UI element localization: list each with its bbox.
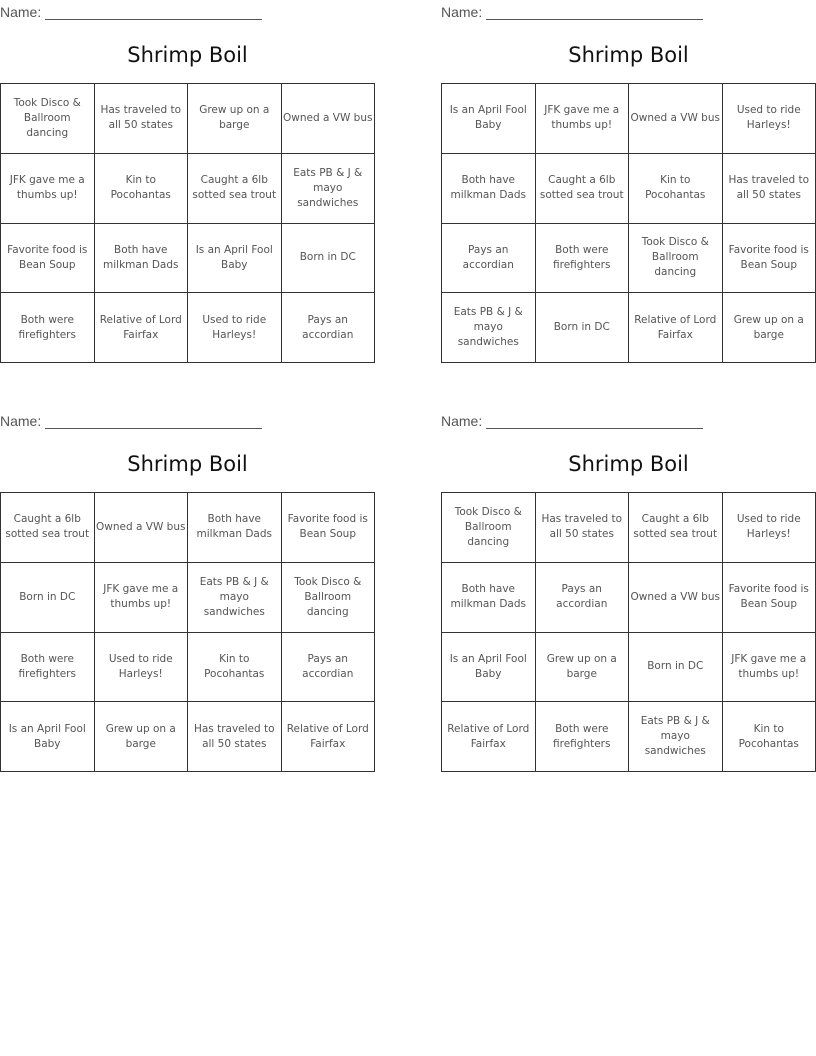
bingo-cell[interactable]: Owned a VW bus — [629, 563, 723, 633]
name-line — [441, 2, 703, 20]
bingo-cell[interactable]: Both were firefighters — [536, 224, 630, 294]
bingo-cell[interactable]: Born in DC — [1, 563, 95, 633]
bingo-cell[interactable]: Has traveled to all 50 states — [536, 493, 630, 563]
bingo-cell[interactable]: Is an April Fool Baby — [442, 633, 536, 703]
bingo-cell[interactable]: Favorite food is Bean Soup — [282, 493, 376, 563]
bingo-cell[interactable]: Pays an accordian — [536, 563, 630, 633]
bingo-cell[interactable]: Took Disco & Ballroom dancing — [1, 84, 95, 154]
bingo-cell[interactable]: Has traveled to all 50 states — [188, 702, 282, 772]
bingo-cell[interactable]: Caught a 6lb sotted sea trout — [629, 493, 723, 563]
bingo-cell[interactable]: Relative of Lord Fairfax — [95, 293, 189, 363]
bingo-card-1 — [0, 0, 375, 365]
name-label: Name: — [0, 4, 42, 20]
bingo-cell[interactable]: Favorite food is Bean Soup — [723, 224, 816, 294]
name-label: Name: — [441, 4, 483, 20]
bingo-cell[interactable]: Eats PB & J & mayo sandwiches — [282, 154, 376, 224]
bingo-cell[interactable]: Took Disco & Ballroom dancing — [629, 224, 723, 294]
bingo-cell[interactable]: Took Disco & Ballroom dancing — [282, 563, 376, 633]
bingo-cell[interactable]: Favorite food is Bean Soup — [723, 563, 816, 633]
bingo-cell[interactable]: Both have milkman Dads — [442, 154, 536, 224]
bingo-grid — [441, 83, 816, 363]
bingo-cell[interactable]: JFK gave me a thumbs up! — [536, 84, 630, 154]
bingo-cell[interactable]: Both were firefighters — [536, 702, 630, 772]
bingo-cell[interactable]: Born in DC — [629, 633, 723, 703]
bingo-cell[interactable]: Both were firefighters — [1, 293, 95, 363]
bingo-cell[interactable]: Eats PB & J & mayo sandwiches — [188, 563, 282, 633]
bingo-cell[interactable]: Owned a VW bus — [282, 84, 376, 154]
bingo-cell[interactable]: Grew up on a barge — [188, 84, 282, 154]
bingo-grid — [441, 492, 816, 772]
bingo-cell[interactable]: Kin to Pocohantas — [723, 702, 816, 772]
name-label: Name: — [441, 413, 483, 429]
bingo-cell[interactable]: Grew up on a barge — [95, 702, 189, 772]
bingo-cell[interactable]: Caught a 6lb sotted sea trout — [536, 154, 630, 224]
bingo-cell[interactable]: JFK gave me a thumbs up! — [1, 154, 95, 224]
bingo-cell[interactable]: Pays an accordian — [282, 633, 376, 703]
name-label: Name: — [0, 413, 42, 429]
bingo-cell[interactable]: Is an April Fool Baby — [442, 84, 536, 154]
bingo-cell[interactable]: Grew up on a barge — [723, 293, 816, 363]
bingo-cell[interactable]: Used to ride Harleys! — [723, 84, 816, 154]
bingo-cell[interactable]: Born in DC — [282, 224, 376, 294]
bingo-cell[interactable]: Born in DC — [536, 293, 630, 363]
card-title: Shrimp Boil — [127, 452, 248, 476]
bingo-cell[interactable]: Both have milkman Dads — [188, 493, 282, 563]
bingo-cell[interactable]: Owned a VW bus — [629, 84, 723, 154]
bingo-cell[interactable]: Took Disco & Ballroom dancing — [442, 493, 536, 563]
name-blank[interactable] — [486, 414, 703, 429]
bingo-cell[interactable]: Favorite food is Bean Soup — [1, 224, 95, 294]
bingo-cell[interactable]: Eats PB & J & mayo sandwiches — [629, 702, 723, 772]
card-title: Shrimp Boil — [127, 43, 248, 67]
bingo-cell[interactable]: Kin to Pocohantas — [188, 633, 282, 703]
card-title: Shrimp Boil — [568, 452, 689, 476]
bingo-cell[interactable]: Caught a 6lb sotted sea trout — [1, 493, 95, 563]
bingo-cell[interactable]: Used to ride Harleys! — [95, 633, 189, 703]
bingo-cell[interactable]: Both have milkman Dads — [442, 563, 536, 633]
bingo-card-4 — [441, 409, 816, 774]
name-line — [0, 411, 262, 429]
bingo-cell[interactable]: Both were firefighters — [1, 633, 95, 703]
name-blank[interactable] — [45, 414, 262, 429]
bingo-cell[interactable]: Is an April Fool Baby — [1, 702, 95, 772]
bingo-cell[interactable]: Relative of Lord Fairfax — [629, 293, 723, 363]
bingo-card-3 — [0, 409, 375, 774]
bingo-cell[interactable]: Grew up on a barge — [536, 633, 630, 703]
bingo-cell[interactable]: Pays an accordian — [442, 224, 536, 294]
name-line — [0, 2, 262, 20]
bingo-cell[interactable]: Caught a 6lb sotted sea trout — [188, 154, 282, 224]
bingo-cell[interactable]: Is an April Fool Baby — [188, 224, 282, 294]
name-line — [441, 411, 703, 429]
bingo-cell[interactable]: Eats PB & J & mayo sandwiches — [442, 293, 536, 363]
bingo-card-2 — [441, 0, 816, 365]
bingo-cell[interactable]: Used to ride Harleys! — [723, 493, 816, 563]
bingo-cell[interactable]: Pays an accordian — [282, 293, 376, 363]
bingo-cell[interactable]: Has traveled to all 50 states — [95, 84, 189, 154]
card-title: Shrimp Boil — [568, 43, 689, 67]
bingo-grid — [0, 492, 375, 772]
bingo-cell[interactable]: Owned a VW bus — [95, 493, 189, 563]
bingo-cell[interactable]: Relative of Lord Fairfax — [442, 702, 536, 772]
bingo-cell[interactable]: Relative of Lord Fairfax — [282, 702, 376, 772]
name-blank[interactable] — [45, 5, 262, 20]
bingo-cell[interactable]: Kin to Pocohantas — [95, 154, 189, 224]
bingo-cell[interactable]: Both have milkman Dads — [95, 224, 189, 294]
bingo-cell[interactable]: Used to ride Harleys! — [188, 293, 282, 363]
name-blank[interactable] — [486, 5, 703, 20]
bingo-grid — [0, 83, 375, 363]
bingo-cell[interactable]: JFK gave me a thumbs up! — [723, 633, 816, 703]
bingo-cell[interactable]: Has traveled to all 50 states — [723, 154, 816, 224]
bingo-cell[interactable]: Kin to Pocohantas — [629, 154, 723, 224]
bingo-cell[interactable]: JFK gave me a thumbs up! — [95, 563, 189, 633]
